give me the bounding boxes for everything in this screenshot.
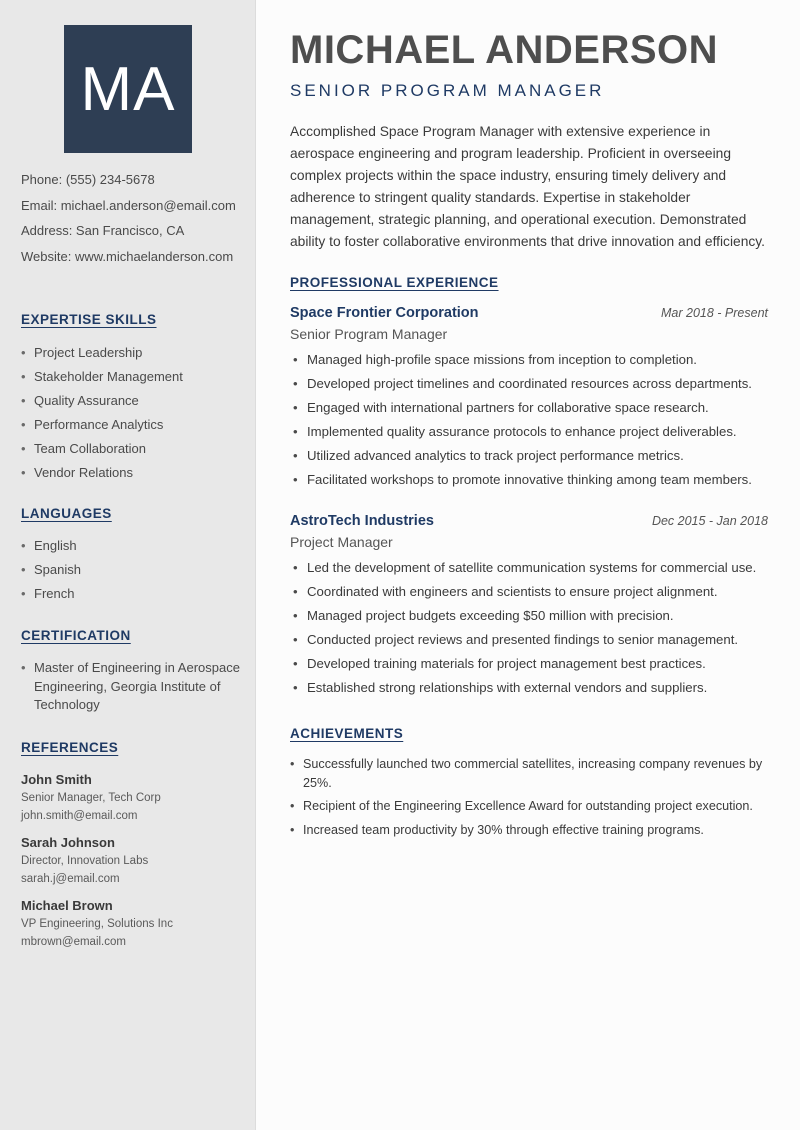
website-text: Website: www.michaelanderson.com <box>21 248 234 264</box>
achievements-list <box>290 755 768 844</box>
list-item: • Conducted project reviews and presented findings to senior management. <box>290 631 768 649</box>
company-name: AstroTech Industries <box>290 513 434 529</box>
list-item: • Utilized advanced analytics to track project performance metrics. <box>290 447 768 465</box>
list-item: • Implemented quality assurance protocols to enhance project deliverables. <box>290 423 768 441</box>
certification-list <box>21 659 241 720</box>
job-role: Project Manager <box>290 534 393 550</box>
email-text: Email: michael.anderson@email.com <box>21 197 236 213</box>
candidate-name: MICHAEL ANDERSON <box>290 28 719 72</box>
list-item: • Developed training materials for project management best practices. <box>290 655 768 673</box>
languages-heading: LANGUAGES <box>21 506 112 521</box>
list-item: • Vendor Relations <box>21 464 241 483</box>
list-item: • Stakeholder Management <box>21 368 241 387</box>
job-dates: Dec 2015 - Jan 2018 <box>651 514 768 528</box>
reference-name: John Smith <box>21 772 92 787</box>
job-entry <box>290 305 768 495</box>
list-item: • Engaged with international partners for collaborative space research. <box>290 399 768 417</box>
reference-entry <box>21 897 173 951</box>
reference-email: mbrown@email.com <box>21 936 126 948</box>
reference-name: Michael Brown <box>21 898 113 913</box>
certification-heading: CERTIFICATION <box>21 628 131 643</box>
contact-info <box>21 170 236 272</box>
job-entry <box>290 513 768 703</box>
sidebar <box>0 0 256 1130</box>
list-item: • Developed project timelines and coordinated resources across departments. <box>290 375 768 393</box>
list-item: • Coordinated with engineers and scientists to ensure project alignment. <box>290 583 768 601</box>
reference-entry <box>21 834 148 888</box>
job-role: Senior Program Manager <box>290 326 448 342</box>
skills-list <box>21 344 241 488</box>
list-item: • Led the development of satellite communication systems for commercial use. <box>290 559 768 577</box>
list-item: • English <box>21 537 241 556</box>
job-bullets <box>290 559 768 697</box>
summary-paragraph: Accomplished Space Program Manager with extensive experience in aerospace engineering and program leadership. Proficient in overseeing complex projects within the space industry, ensuring timely delivery and adherence to stringent quality standards. Expertise in stakeholder management, strategic planning, and operational execution. Demonstrated ability to foster collaborative environments that drive innovation and efficiency. <box>290 124 765 249</box>
skills-heading: EXPERTISE SKILLS <box>21 312 157 327</box>
list-item: • Facilitated workshops to promote innovative thinking among team members. <box>290 471 768 489</box>
references-heading: REFERENCES <box>21 740 119 755</box>
list-item: • Project Leadership <box>21 344 241 363</box>
languages-list <box>21 537 241 609</box>
experience-heading: PROFESSIONAL EXPERIENCE <box>290 275 499 290</box>
list-item: • Increased team productivity by 30% through effective training programs. <box>290 821 768 840</box>
reference-role: Senior Manager, Tech Corp <box>21 792 161 804</box>
list-item: • Master of Engineering in Aerospace Engineering, Georgia Institute of Technology <box>21 659 241 715</box>
address-text: Address: San Francisco, CA <box>21 223 185 238</box>
monogram-logo: MA <box>64 25 192 153</box>
list-item: • Established strong relationships with external vendors and suppliers. <box>290 679 768 697</box>
list-item: • Recipient of the Engineering Excellence Award for outstanding project execution. <box>290 797 768 816</box>
list-item: • Managed project budgets exceeding $50 million with precision. <box>290 607 768 625</box>
list-item: • Successfully launched two commercial satellites, increasing company revenues by 25%. <box>290 755 768 792</box>
job-bullets <box>290 351 768 489</box>
list-item: • Team Collaboration <box>21 440 241 459</box>
reference-role: VP Engineering, Solutions Inc <box>21 918 173 930</box>
reference-email: john.smith@email.com <box>21 810 138 822</box>
reference-role: Director, Innovation Labs <box>21 855 149 867</box>
list-item: • Quality Assurance <box>21 392 241 411</box>
reference-name: Sarah Johnson <box>21 835 115 850</box>
company-name: Space Frontier Corporation <box>290 305 479 321</box>
reference-email: sarah.j@email.com <box>21 873 120 885</box>
reference-entry <box>21 771 161 825</box>
phone-text: Phone: (555) 234-5678 <box>21 172 155 187</box>
list-item: • Managed high-profile space missions from inception to completion. <box>290 351 768 369</box>
list-item: • French <box>21 585 241 604</box>
list-item: • Performance Analytics <box>21 416 241 435</box>
achievements-heading: ACHIEVEMENTS <box>290 726 404 741</box>
candidate-title: SENIOR PROGRAM MANAGER <box>290 81 605 100</box>
list-item: • Spanish <box>21 561 241 580</box>
job-dates: Mar 2018 - Present <box>661 306 768 320</box>
